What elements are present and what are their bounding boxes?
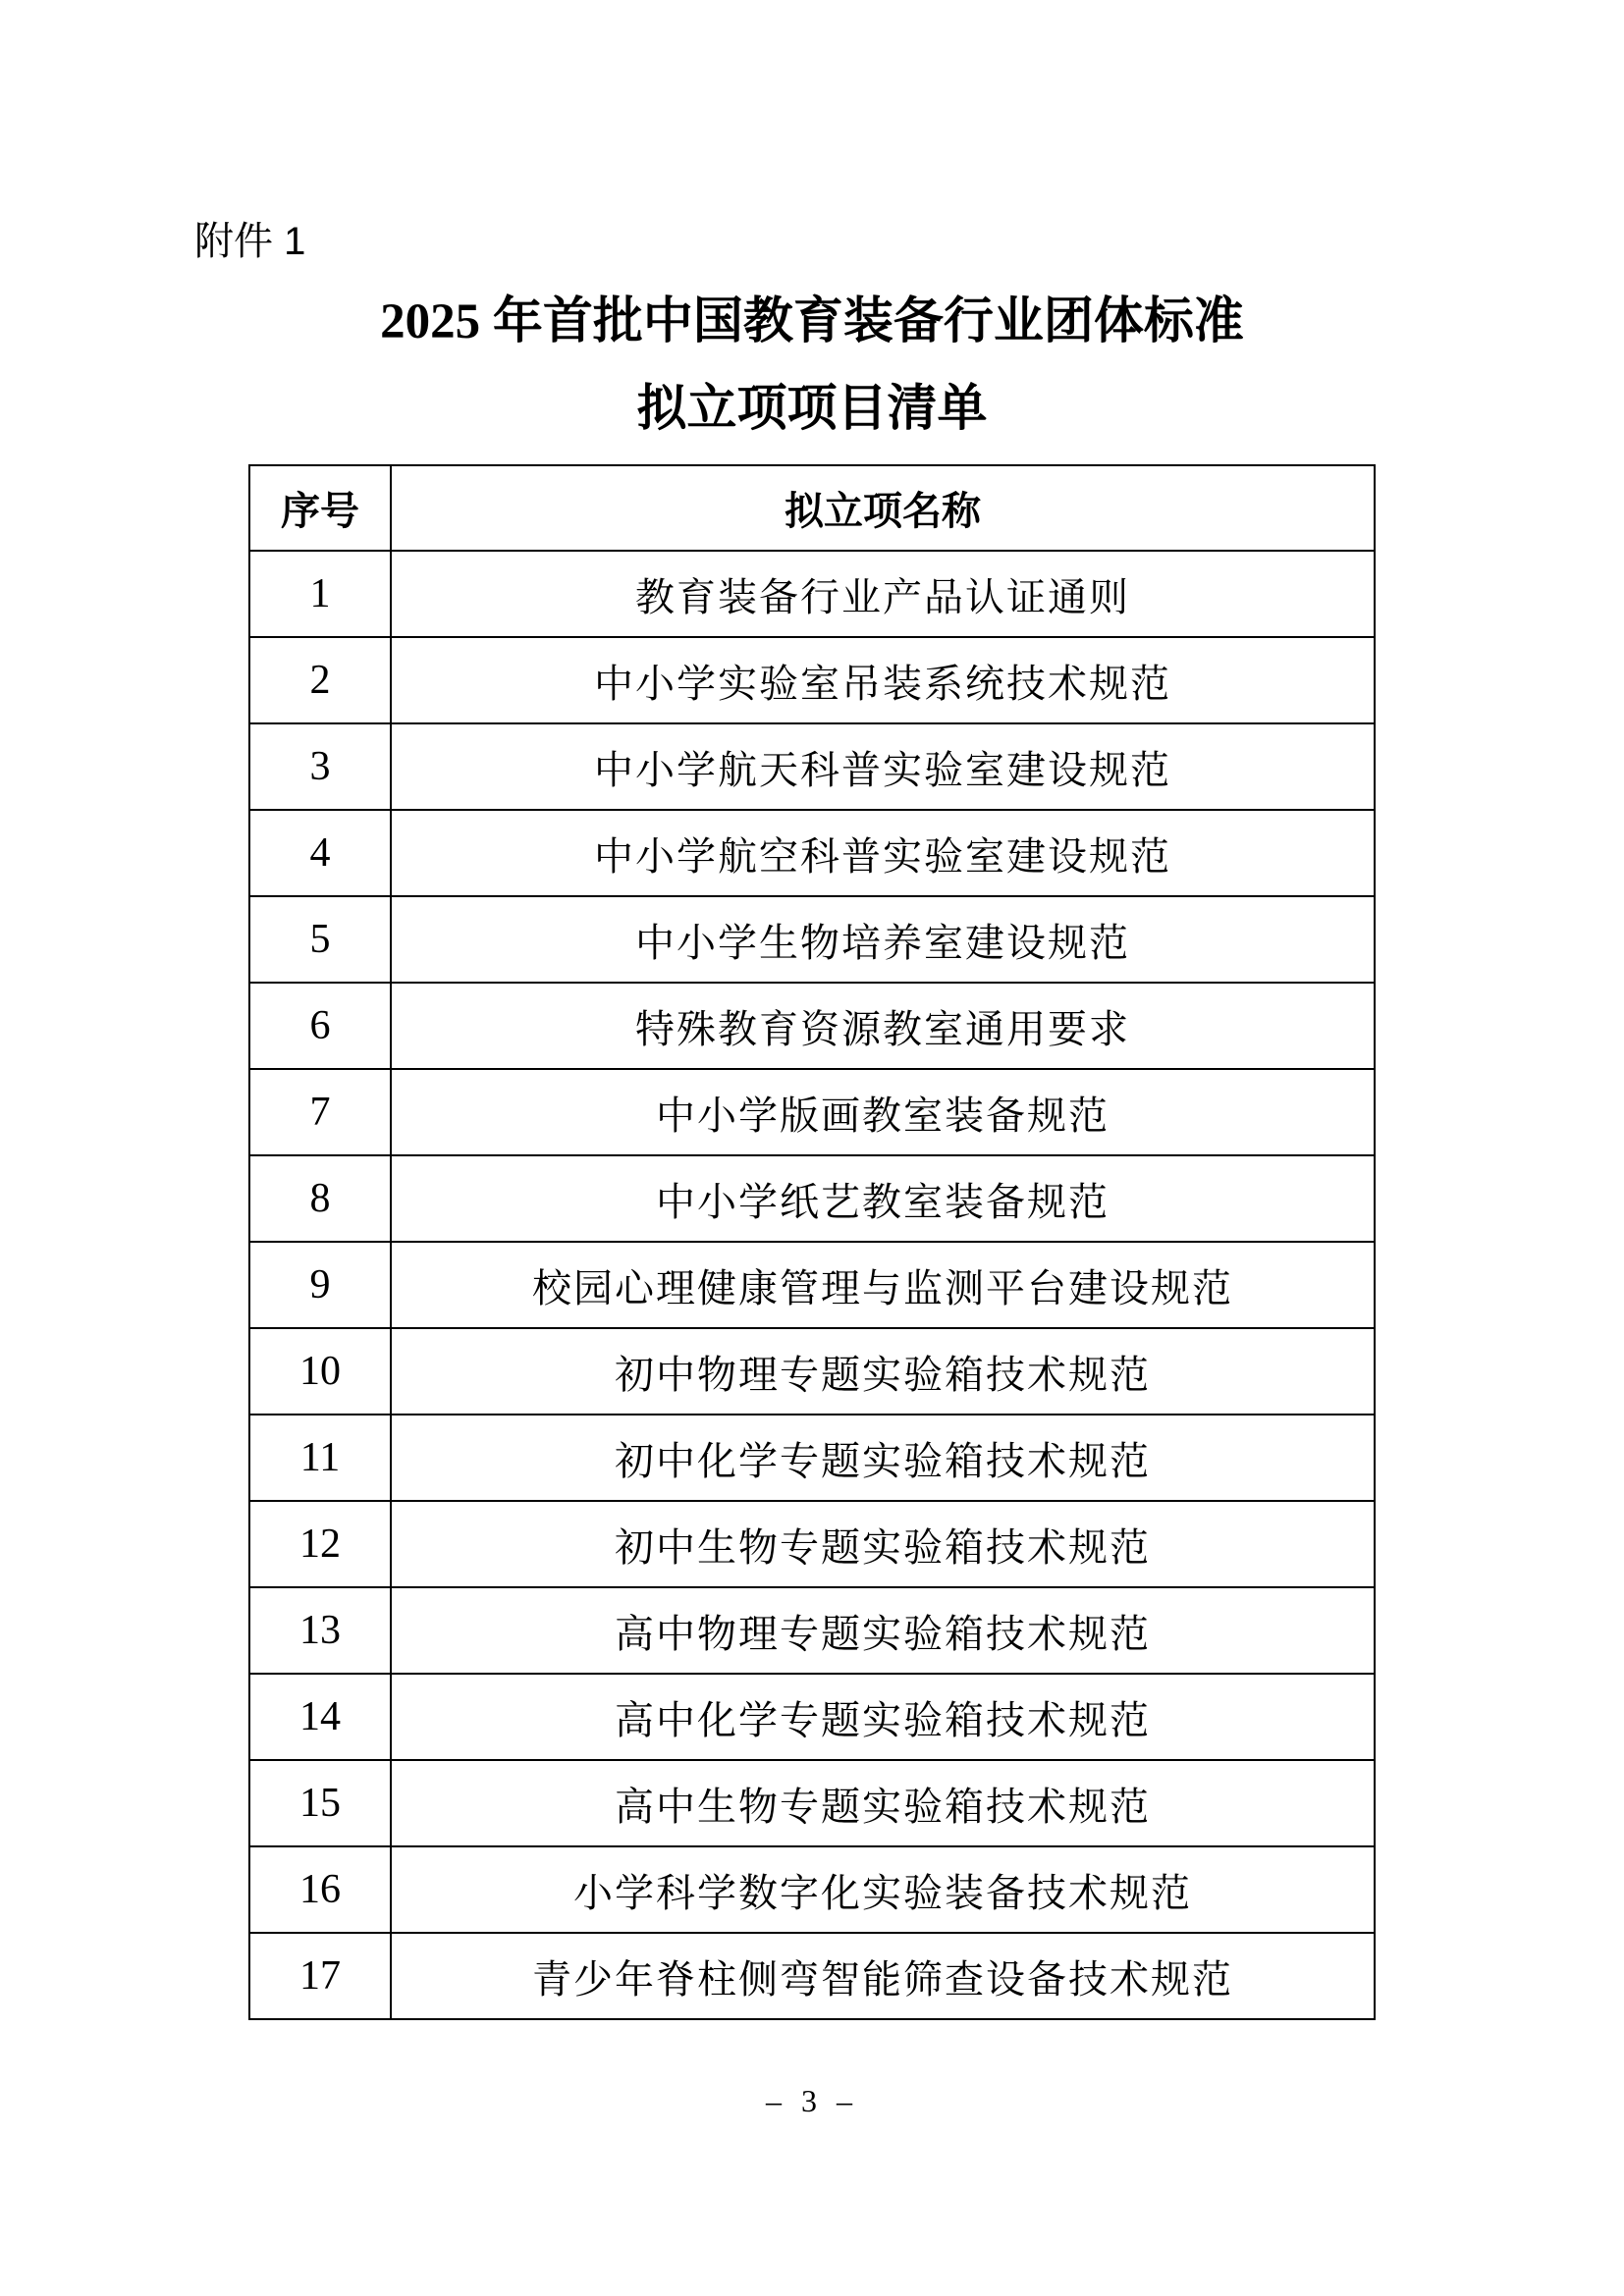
serial-number-cell: 5 <box>249 896 391 983</box>
table-row <box>249 1674 1375 1760</box>
project-list-table <box>248 464 1376 2020</box>
project-name-cell: 中小学航空科普实验室建设规范 <box>391 810 1375 896</box>
table-row <box>249 1328 1375 1415</box>
project-name-cell: 高中生物专题实验箱技术规范 <box>391 1760 1375 1846</box>
document-title-line1: 2025 年首批中国教育装备行业团体标准 <box>380 294 1244 349</box>
table-row <box>249 1155 1375 1242</box>
table-row <box>249 1069 1375 1155</box>
table-row <box>249 1933 1375 2019</box>
serial-number-cell: 7 <box>249 1069 391 1155</box>
serial-number-cell: 13 <box>249 1587 391 1674</box>
document-title-line2: 拟立项项目清单 <box>636 382 988 437</box>
table-row <box>249 1760 1375 1846</box>
table-row <box>249 637 1375 723</box>
project-name-cell: 高中化学专题实验箱技术规范 <box>391 1674 1375 1760</box>
serial-number-cell: 9 <box>249 1242 391 1328</box>
table-row <box>249 1501 1375 1587</box>
serial-number-cell: 10 <box>249 1328 391 1415</box>
table-header-row <box>249 465 1375 551</box>
project-name-cell: 中小学纸艺教室装备规范 <box>391 1155 1375 1242</box>
project-name-cell: 中小学实验室吊装系统技术规范 <box>391 637 1375 723</box>
table-row <box>249 1242 1375 1328</box>
project-name-cell: 中小学生物培养室建设规范 <box>391 896 1375 983</box>
project-name-cell: 初中化学专题实验箱技术规范 <box>391 1415 1375 1501</box>
table-row <box>249 896 1375 983</box>
table-row <box>249 983 1375 1069</box>
table-row <box>249 810 1375 896</box>
page-number: – 3 – <box>766 2083 858 2118</box>
serial-number-cell: 16 <box>249 1846 391 1933</box>
serial-number-cell: 8 <box>249 1155 391 1242</box>
serial-number-cell: 14 <box>249 1674 391 1760</box>
serial-number-cell: 1 <box>249 551 391 637</box>
column-header-serial: 序号 <box>249 465 391 551</box>
project-name-cell: 初中生物专题实验箱技术规范 <box>391 1501 1375 1587</box>
table-row <box>249 551 1375 637</box>
project-name-cell: 特殊教育资源教室通用要求 <box>391 983 1375 1069</box>
serial-number-cell: 6 <box>249 983 391 1069</box>
project-name-cell: 初中物理专题实验箱技术规范 <box>391 1328 1375 1415</box>
serial-number-cell: 17 <box>249 1933 391 2019</box>
project-name-cell: 教育装备行业产品认证通则 <box>391 551 1375 637</box>
serial-number-cell: 2 <box>249 637 391 723</box>
project-name-cell: 青少年脊柱侧弯智能筛查设备技术规范 <box>391 1933 1375 2019</box>
project-name-cell: 高中物理专题实验箱技术规范 <box>391 1587 1375 1674</box>
table-row <box>249 1415 1375 1501</box>
table-row <box>249 1846 1375 1933</box>
table-row <box>249 1587 1375 1674</box>
table-row <box>249 723 1375 810</box>
serial-number-cell: 11 <box>249 1415 391 1501</box>
table-body <box>249 551 1375 2019</box>
serial-number-cell: 15 <box>249 1760 391 1846</box>
serial-number-cell: 4 <box>249 810 391 896</box>
attachment-label: 附件 1 <box>194 220 306 263</box>
project-name-cell: 校园心理健康管理与监测平台建设规范 <box>391 1242 1375 1328</box>
serial-number-cell: 12 <box>249 1501 391 1587</box>
project-name-cell: 中小学航天科普实验室建设规范 <box>391 723 1375 810</box>
project-name-cell: 中小学版画教室装备规范 <box>391 1069 1375 1155</box>
serial-number-cell: 3 <box>249 723 391 810</box>
project-name-cell: 小学科学数字化实验装备技术规范 <box>391 1846 1375 1933</box>
column-header-name: 拟立项名称 <box>391 465 1375 551</box>
